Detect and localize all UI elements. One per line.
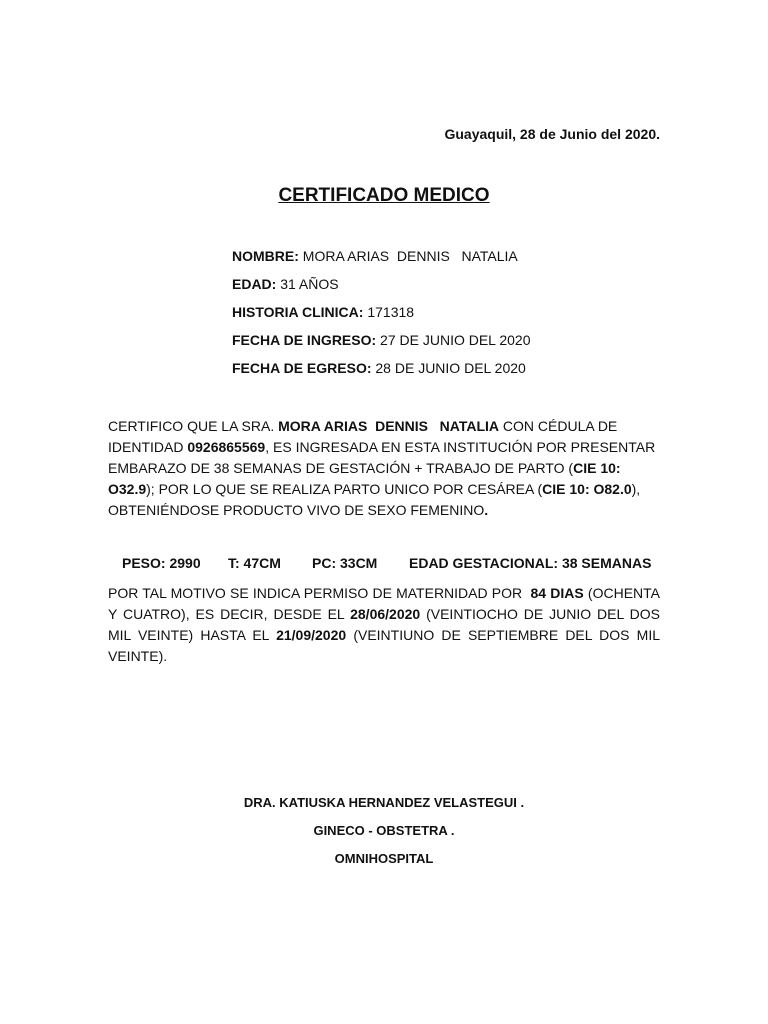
field-nombre — [232, 248, 518, 264]
signature-doctor-name: DRA. KATIUSKA HERNANDEZ VELASTEGUI . — [243, 795, 525, 810]
field-nombre-value: MORA ARIAS DENNIS NATALIA — [298, 248, 518, 264]
cert-patient-name: MORA ARIAS DENNIS NATALIA — [278, 418, 500, 434]
field-fecha-egreso — [232, 360, 526, 376]
cert-cedula: 0926865569 — [187, 439, 266, 455]
measure-peso: PESO: 2990 — [122, 555, 201, 571]
measure-pc: PC: 33CM — [312, 555, 378, 571]
field-edad — [232, 276, 339, 292]
measure-edad-gestacional: EDAD GESTACIONAL: 38 SEMANAS — [409, 555, 652, 571]
field-nombre-label: NOMBRE: — [232, 248, 299, 264]
cert-text-1: CERTIFICO QUE LA SRA. — [108, 418, 279, 434]
leave-text-4: (VEINTIUNO DE SEPTIEMBRE DEL DOS MIL VEINTE). — [108, 627, 660, 664]
maternity-leave-paragraph — [108, 583, 660, 667]
leave-to-date: 21/09/2020 — [276, 627, 347, 643]
field-historia-clinica — [232, 304, 414, 320]
leave-text-3: (VEINTIOCHO DE JUNIO DEL DOS MIL VEINTE) HASTA EL — [108, 606, 660, 643]
field-historia-label: HISTORIA CLINICA: — [232, 304, 364, 320]
signature-specialty: GINECO - OBSTETRA . — [313, 823, 455, 838]
certification-paragraph — [108, 416, 660, 521]
cert-text-2: CON CÉDULA DE IDENTIDAD — [108, 418, 618, 455]
field-ingreso-label: FECHA DE INGRESO: — [232, 332, 377, 348]
signature-hospital: OMNIHOSPITAL — [334, 851, 434, 866]
birth-measures — [122, 555, 662, 571]
cert-text-4: ); POR LO QUE SE REALIZA PARTO UNICO POR CESÁREA ( — [146, 481, 543, 497]
field-egreso-label: FECHA DE EGRESO: — [232, 360, 372, 376]
field-fecha-ingreso — [232, 332, 530, 348]
field-historia-value: 171318 — [363, 304, 415, 320]
cert-text-5: ), OBTENIÉNDOSE PRODUCTO VIVO DE SEXO FEMENINO — [108, 481, 641, 518]
leave-from-date: 28/06/2020 — [350, 606, 421, 622]
cert-text-6: . — [484, 502, 489, 518]
leave-days: 84 DIAS — [530, 585, 584, 601]
document-title: CERTIFICADO MEDICO — [278, 185, 490, 206]
leave-text-2: (OCHENTA Y CUATRO), ES DECIR, DESDE EL — [108, 585, 660, 622]
field-ingreso-value: 27 DE JUNIO DEL 2020 — [376, 332, 531, 348]
cert-cie-2: CIE 10: O82.0 — [542, 481, 632, 497]
field-edad-value: 31 AÑOS — [276, 276, 339, 292]
cert-cie-1: CIE 10: O32.9 — [108, 460, 621, 497]
field-egreso-value: 28 DE JUNIO DEL 2020 — [371, 360, 526, 376]
place-date: Guayaquil, 28 de Junio del 2020. — [444, 126, 660, 142]
measure-talla: T: 47CM — [228, 555, 281, 571]
field-edad-label: EDAD: — [232, 276, 277, 292]
cert-text-3: , ES INGRESADA EN ESTA INSTITUCIÓN POR PRESENTAR EMBARAZO DE 38 SEMANAS DE GESTACIÓN + TRABAJO DE PARTO ( — [108, 439, 656, 476]
leave-text-1: POR TAL MOTIVO SE INDICA PERMISO DE MATERNIDAD POR — [108, 585, 531, 601]
